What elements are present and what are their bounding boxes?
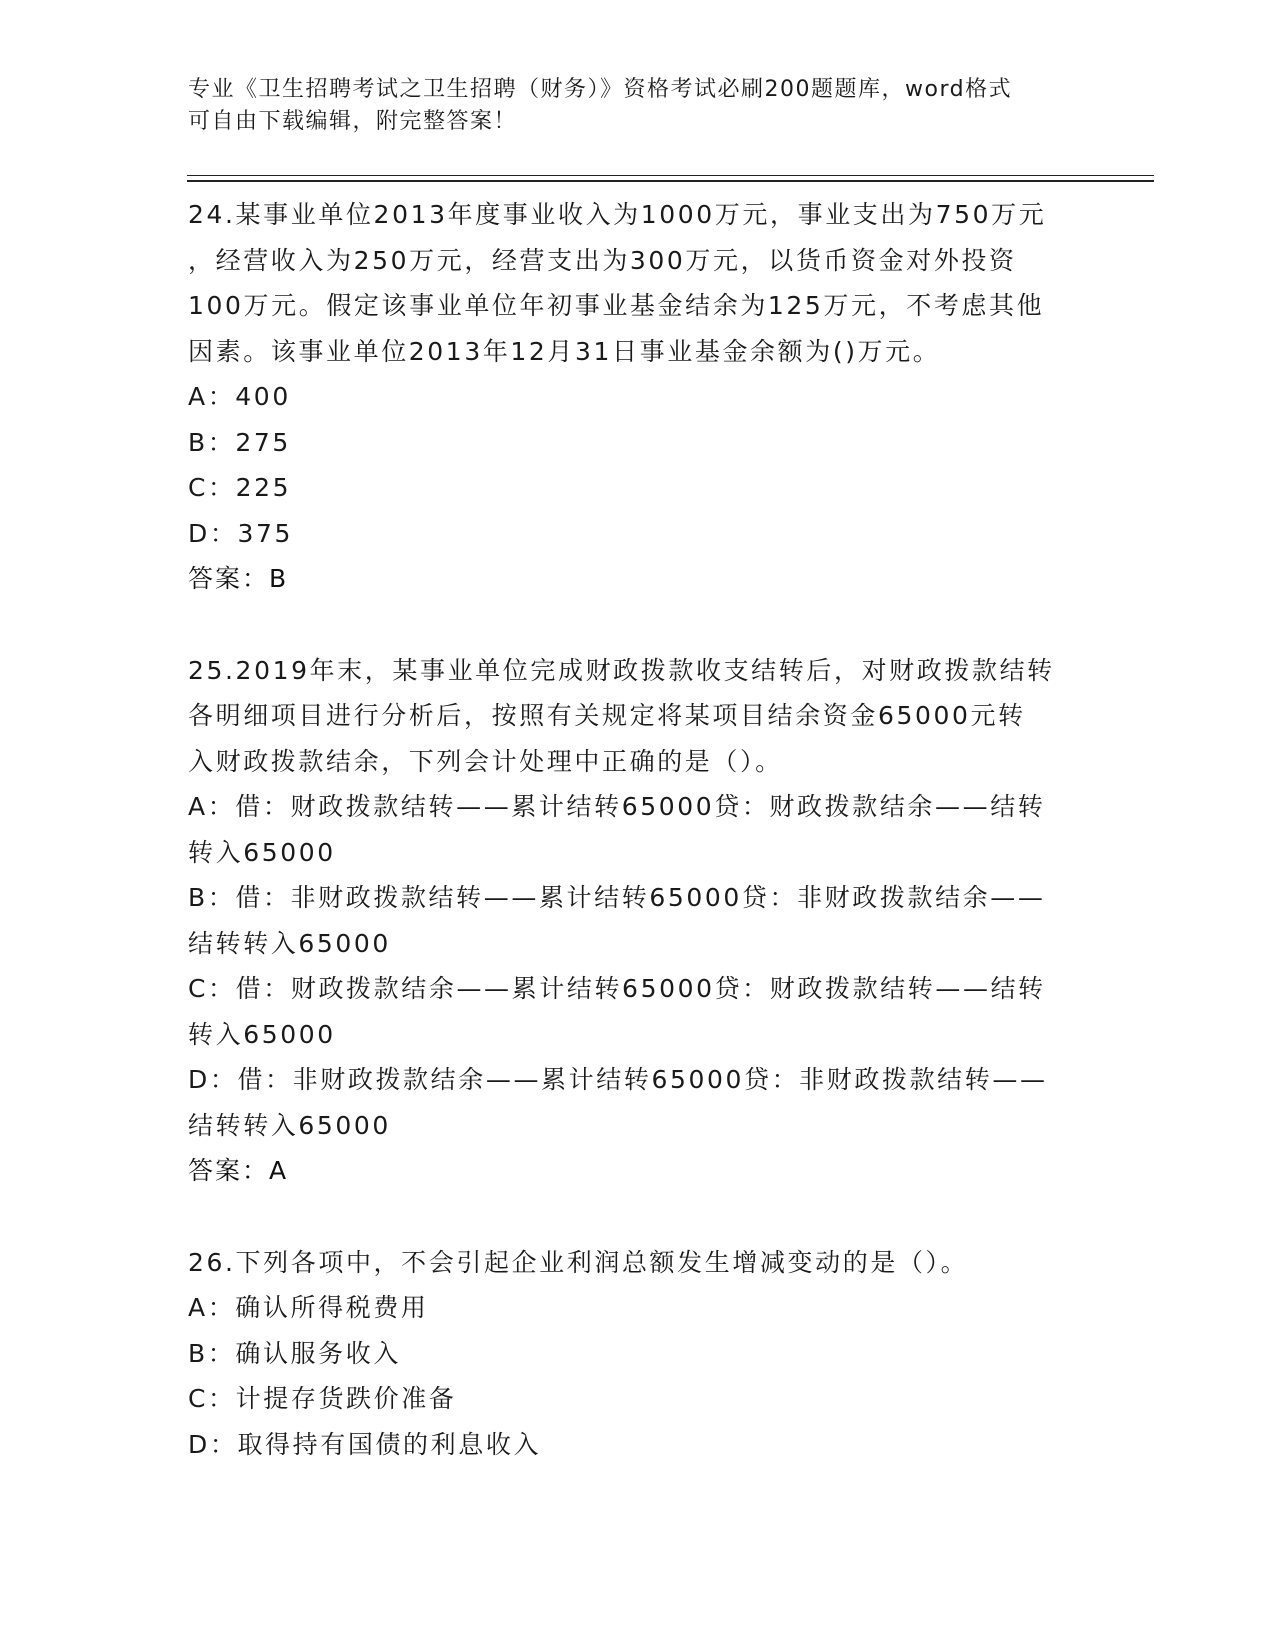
- question-stem-line: 100万元。假定该事业单位年初事业基金结余为125万元，不考虑其他: [188, 291, 1045, 320]
- option-c: C：借：财政拨款结余——累计结转65000贷：财政拨款结转——结转: [188, 974, 1046, 1003]
- option-a-continued: 转入65000: [188, 837, 336, 867]
- question-list: [188, 192, 1088, 1467]
- header-divider-thick: [187, 180, 1154, 182]
- question-stem-line: 各明细项目进行分析后，按照有关规定将某项目结余资金65000元转: [188, 701, 1026, 730]
- header-title-line-1: 专业《卫生招聘考试之卫生招聘（财务）》资格考试必刷200题题库，word格式: [188, 77, 1013, 102]
- question-stem-line: 入财政拨款结余，下列会计处理中正确的是（）。: [188, 746, 783, 776]
- option-c: C：225: [188, 473, 292, 502]
- question-stem-line: 25.2019年末，某事业单位完成财政拨款收支结转后，对财政拨款结转: [188, 655, 1055, 685]
- option-d: D：借：非财政拨款结余——累计结转65000贷：非财政拨款结转——: [188, 1065, 1048, 1094]
- answer-label: 答案：A: [188, 1156, 289, 1185]
- answer-label: 答案：B: [188, 564, 289, 593]
- question-stem-line: 24.某事业单位2013年度事业收入为1000万元，事业支出为750万元: [188, 200, 1047, 229]
- option-a: A：确认所得税费用: [188, 1293, 429, 1322]
- header-divider-thin: [187, 175, 1154, 176]
- option-a: A：借：财政拨款结转——累计结转65000贷：财政拨款结余——结转: [188, 792, 1046, 821]
- question-stem-line: 因素。该事业单位2013年12月31日事业基金余额为()万元。: [188, 336, 941, 366]
- option-b-continued: 结转转入65000: [188, 928, 391, 958]
- option-a: A：400: [188, 382, 291, 411]
- option-c: C：计提存货跌价准备: [188, 1384, 457, 1413]
- header-title-line-2: 可自由下载编辑，附完整答案！: [188, 109, 518, 134]
- question-24: [188, 192, 1088, 602]
- option-c-continued: 转入65000: [188, 1019, 336, 1049]
- option-d: D：取得持有国债的利息收入: [188, 1429, 542, 1459]
- question-spacer: [188, 602, 1088, 648]
- option-d: D：375: [188, 518, 293, 548]
- document-header: [188, 74, 1068, 138]
- option-b: B：借：非财政拨款结转——累计结转65000贷：非财政拨款结余——: [188, 883, 1046, 912]
- option-b: B：确认服务收入: [188, 1338, 401, 1368]
- question-stem-line: ，经营收入为250万元，经营支出为300万元，以货币资金对外投资: [188, 245, 1017, 275]
- question-25: [188, 648, 1088, 1194]
- question-stem-line: 26.下列各项中，不会引起企业利润总额发生增减变动的是（）。: [188, 1247, 969, 1277]
- option-b: B：275: [188, 427, 291, 457]
- question-spacer: [188, 1194, 1088, 1240]
- question-26: [188, 1240, 1088, 1468]
- option-d-continued: 结转转入65000: [188, 1110, 391, 1140]
